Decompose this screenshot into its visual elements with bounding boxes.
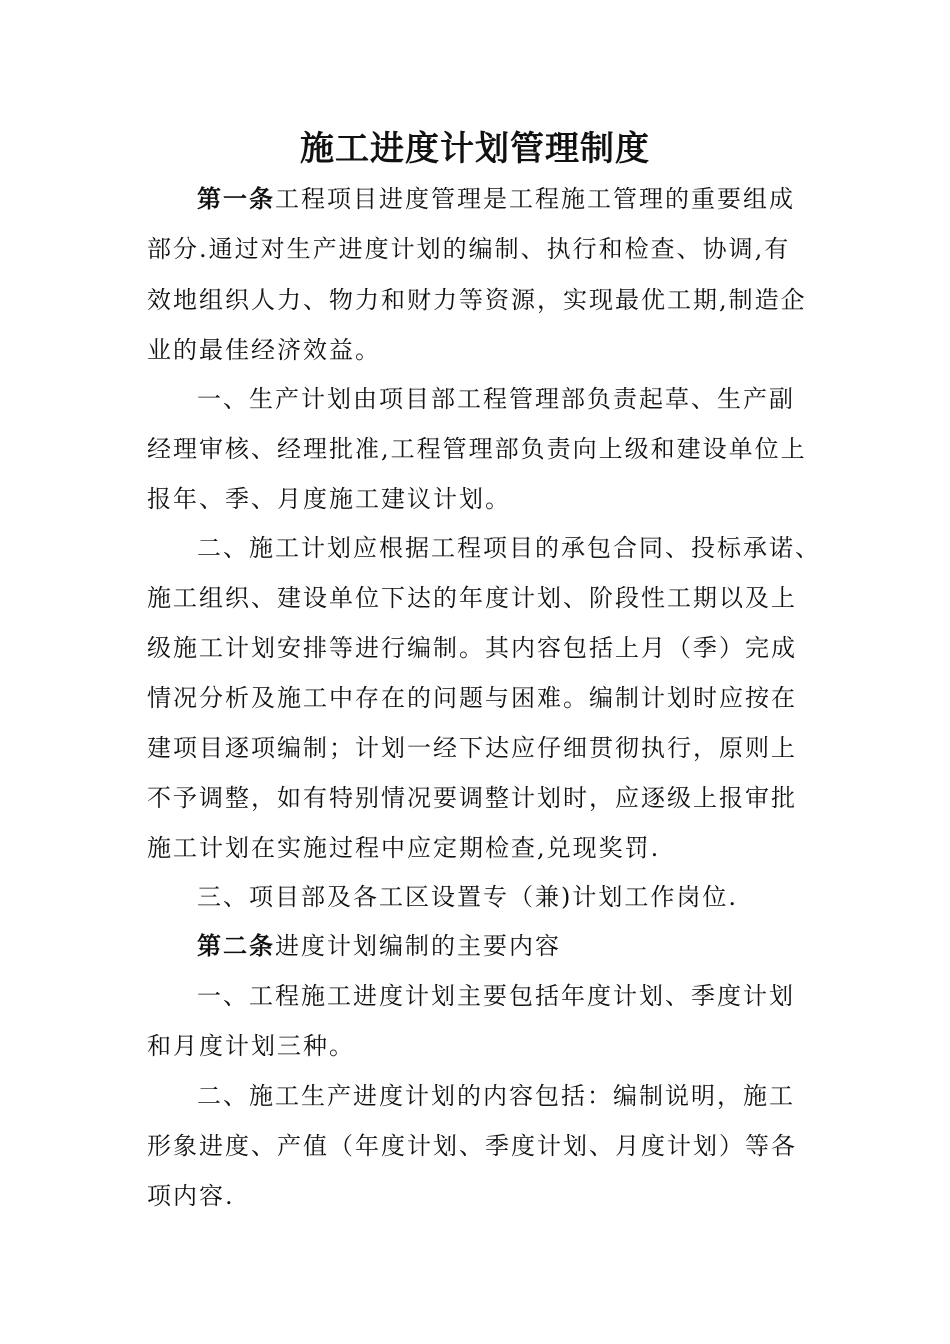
item-5-line-1: 二、施工生产进度计划的内容包括：编制说明，施工	[197, 1082, 795, 1110]
item-2-line-6: 不予调整，如有特别情况要调整计划时，应逐级上报审批	[147, 784, 797, 812]
article-1-line-1	[197, 181, 877, 217]
item-2-line-2: 施工组织、建设单位下达的年度计划、阶段性工期以及上	[147, 584, 797, 612]
item-2-line-4: 情况分析及施工中存在的问题与困难。编制计划时应按在	[147, 684, 797, 712]
document-title: 施工进度计划管理制度	[300, 129, 650, 169]
article-2-heading: 第二条	[197, 931, 275, 960]
item-5-line-3: 项内容.	[147, 1182, 235, 1210]
article-1-line-4: 业的最佳经济效益。	[147, 336, 381, 364]
item-2-line-1: 二、施工计划应根据工程项目的承包合同、投标承诺、	[197, 534, 821, 562]
item-4-line-1: 一、工程施工进度计划主要包括年度计划、季度计划	[197, 982, 795, 1010]
item-2-line-5: 建项目逐项编制；计划一经下达应仔细贯彻执行，原则上	[147, 734, 797, 762]
article-2-line-1	[197, 928, 877, 964]
item-4-line-2: 和月度计划三种。	[147, 1032, 355, 1060]
article-1-line-3: 效地组织人力、物力和财力等资源，实现最优工期,制造企	[147, 286, 807, 314]
article-1-heading: 第一条	[197, 184, 275, 213]
item-1-line-3: 报年、季、月度施工建议计划。	[147, 485, 511, 513]
item-2-line-3: 级施工计划安排等进行编制。其内容包括上月（季）完成	[147, 634, 797, 662]
item-2-line-7: 施工计划在实施过程中应定期检查,兑现奖罚.	[147, 834, 661, 862]
item-1-line-2: 经理审核、经理批准,工程管理部负责向上级和建设单位上	[147, 435, 807, 463]
article-1-line-2: 部分.通过对生产进度计划的编制、执行和检查、协调,有	[147, 235, 791, 263]
article-2-text: 进度计划编制的主要内容	[275, 932, 561, 960]
item-5-line-2: 形象进度、产值（年度计划、季度计划、月度计划）等各	[147, 1132, 797, 1160]
item-3-line-1: 三、项目部及各工区设置专（兼)计划工作岗位.	[197, 883, 738, 911]
item-1-line-1: 一、生产计划由项目部工程管理部负责起草、生产副	[197, 385, 795, 413]
article-1-text: 工程项目进度管理是工程施工管理的重要组成	[275, 185, 795, 213]
